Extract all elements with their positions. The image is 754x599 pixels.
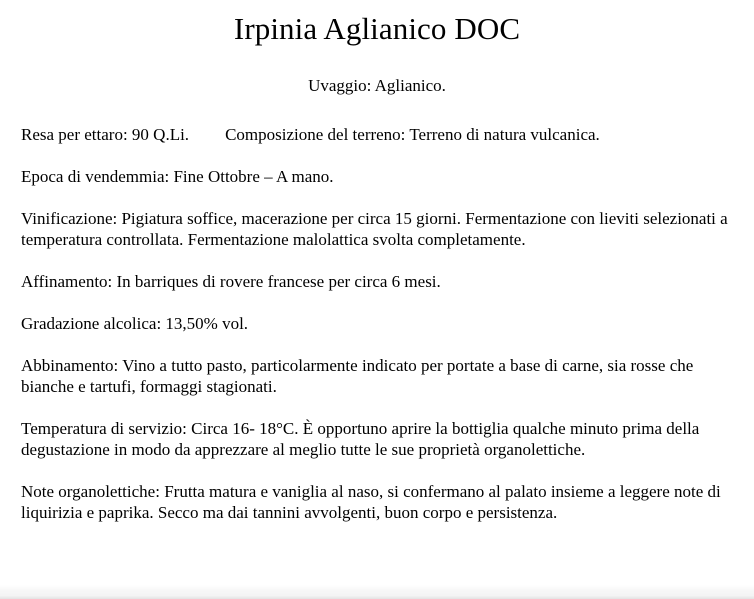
page-title: Irpinia Aglianico DOC	[233, 11, 521, 46]
paragraph-vinificazione: Vinificazione: Pigiatura soffice, macerazione per circa 15 giorni. Fermentazione con lieviti selezionati a temperatura controllata. Fermentazione malolattica svolta completamente.	[21, 208, 732, 249]
paragraph-resa-composizione	[21, 97, 728, 145]
document-body	[0, 97, 754, 523]
paragraph-affinamento: Affinamento: In barriques di rovere francese per circa 6 mesi.	[21, 271, 441, 291]
resa-per-ettaro-text: Resa per ettaro: 90 Q.Li.	[21, 124, 190, 144]
paragraph-gradazione-alcolica: Gradazione alcolica: 13,50% vol.	[21, 313, 249, 333]
paragraph-abbinamento: Abbinamento: Vino a tutto pasto, particolarmente indicato per portate a base di carne, sia rosse che bianche e tartufi, formaggi stagionati.	[21, 355, 698, 396]
paragraph-temperatura-servizio: Temperatura di servizio: Circa 16- 18°C. È opportuno aprire la bottiglia qualche minuto prima della degustazione in modo da apprezzare al meglio tutte le sue proprietà organolettiche.	[21, 418, 704, 459]
paragraph-epoca-vendemmia: Epoca di vendemmia: Fine Ottobre – A mano.	[21, 166, 334, 186]
document-subtitle-uvaggio: Uvaggio: Aglianico.	[308, 76, 446, 96]
composizione-terreno-text: Composizione del terreno: Terreno di natura vulcanica.	[225, 124, 600, 144]
paragraph-note-organolettiche: Note organolettiche: Frutta matura e vaniglia al naso, si confermano al palato insieme a leggere note di liquirizia e paprika. Secco ma dai tannini avvolgenti, buon corpo e persistenza.	[21, 481, 725, 522]
page-bottom-edge	[0, 585, 754, 599]
